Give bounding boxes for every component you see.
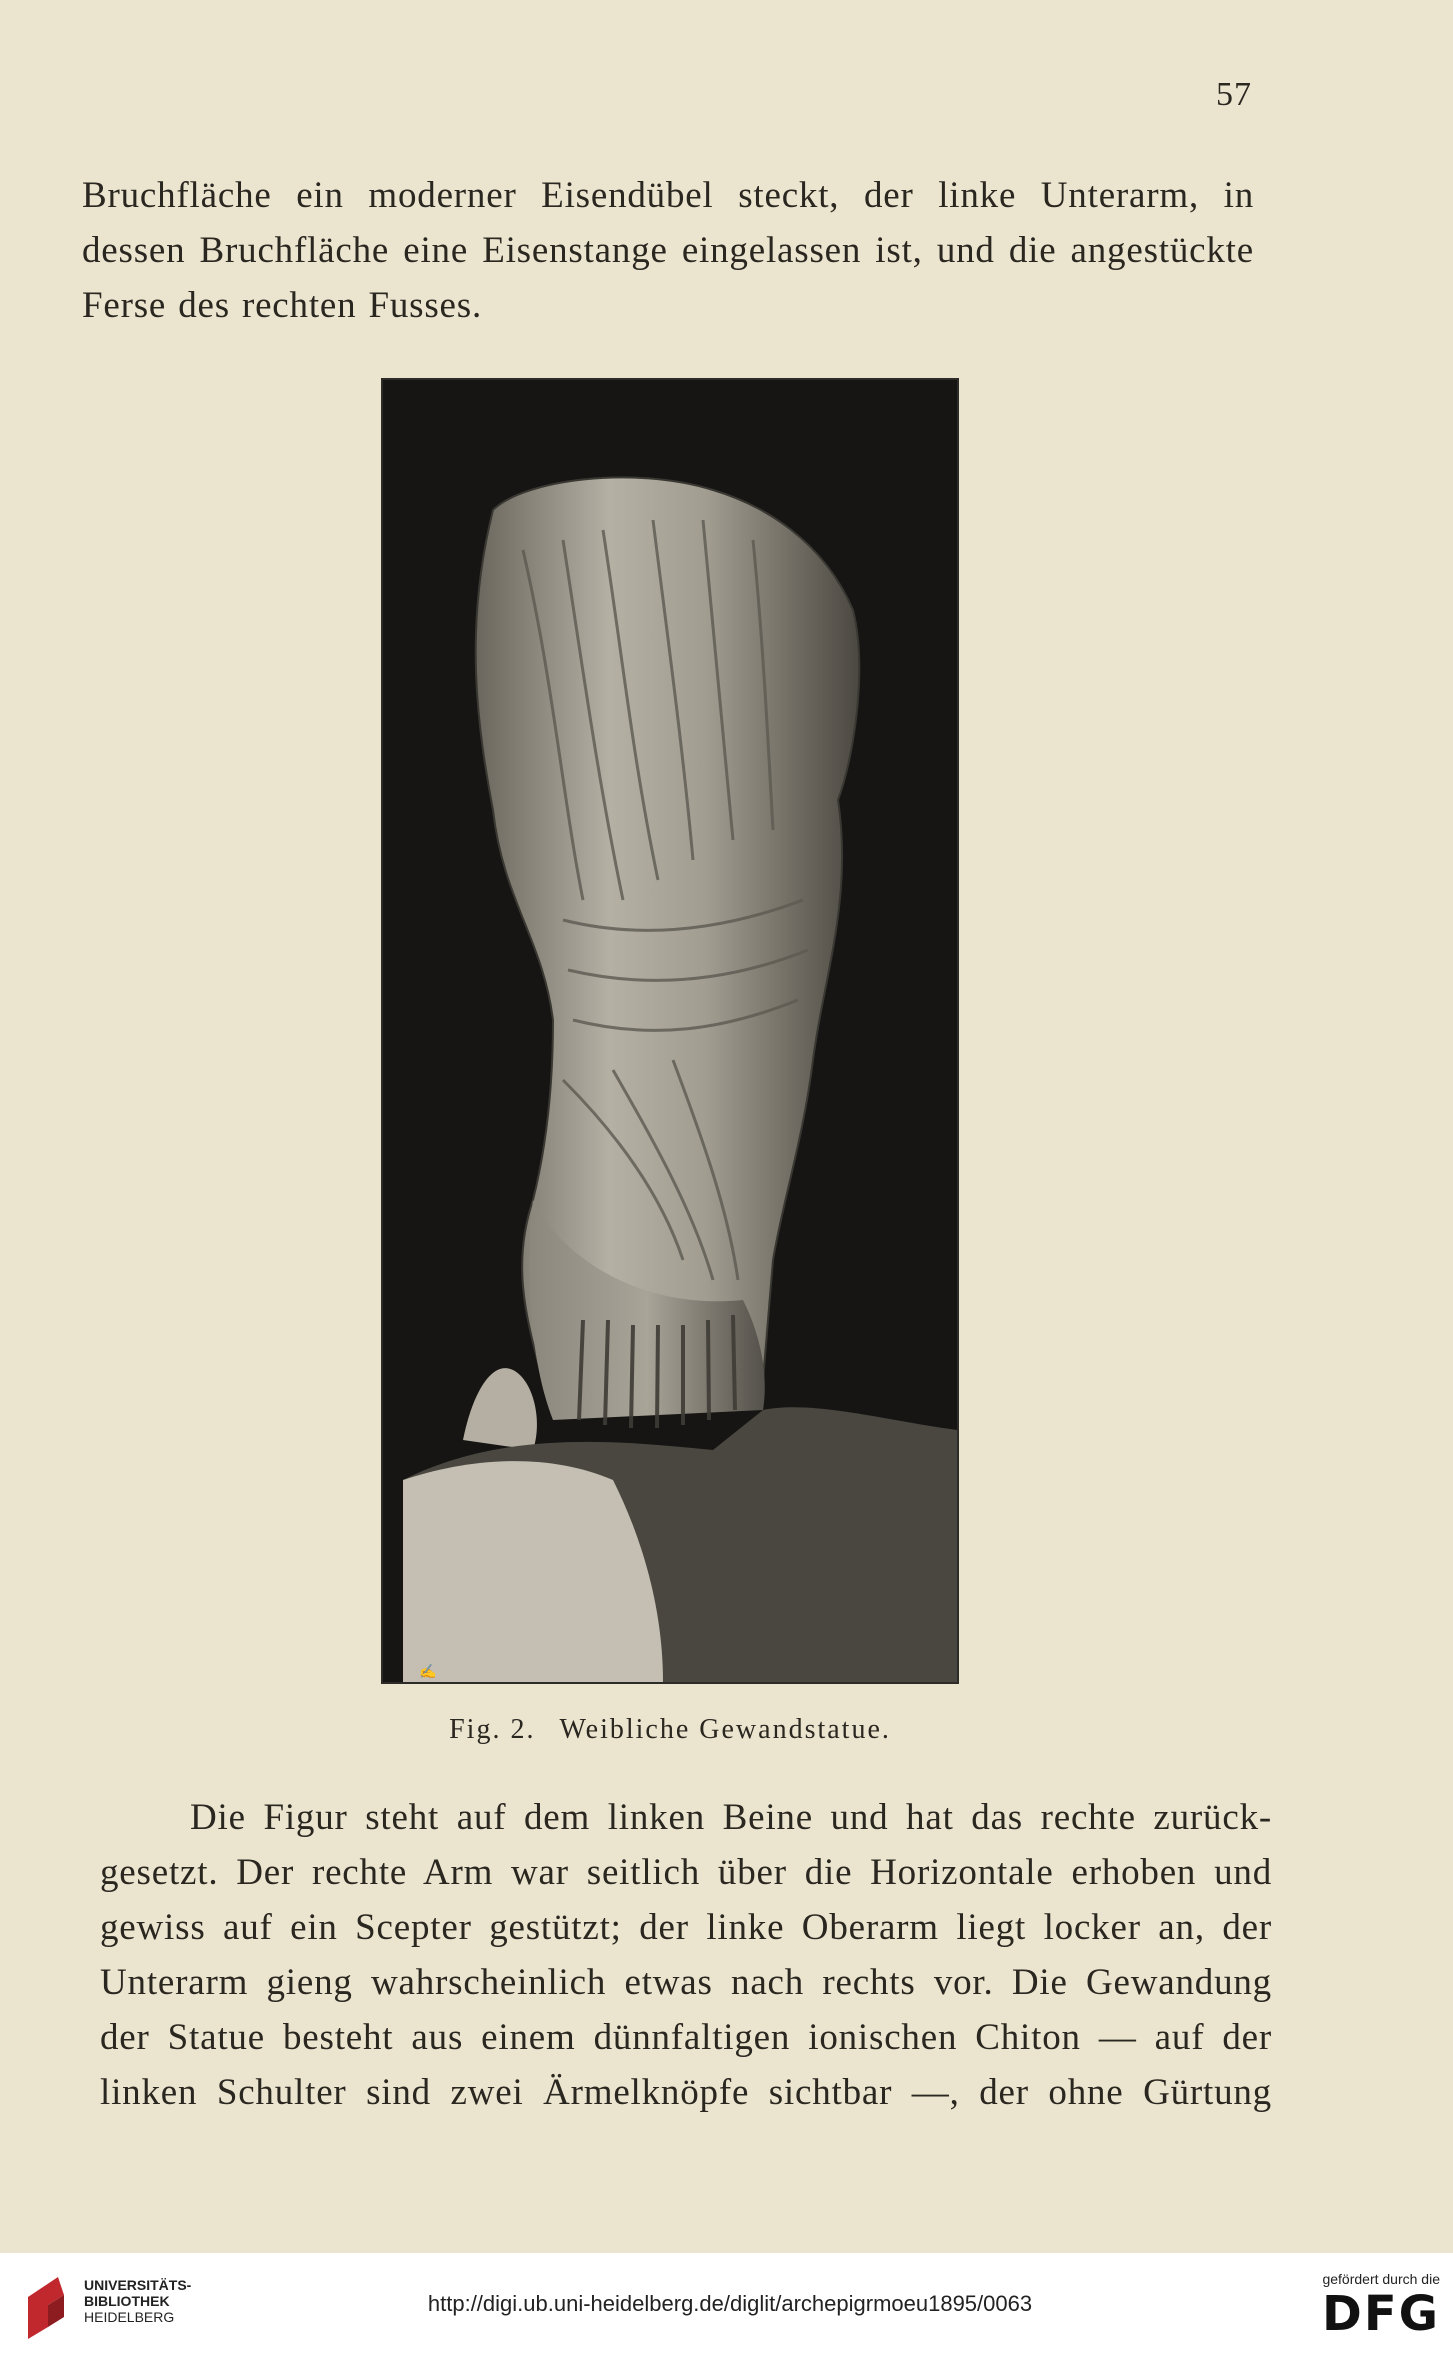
text-line: dessen Bruchfläche eine Eisenstange eingelassen ist, und die angestückte <box>82 230 1254 271</box>
text-line: der Statue besteht aus einem dünnfaltigen ionischen Chiton — auf der <box>100 2017 1272 2058</box>
funding-note: gefördert durch die <box>1322 2271 1440 2287</box>
library-name-line: UNIVERSITÄTS- <box>84 2277 192 2293</box>
paragraph-bottom <box>100 1790 1272 2120</box>
library-name-line: HEIDELBERG <box>84 2309 175 2325</box>
statue-image <box>383 380 957 1682</box>
dfg-logo: DFG <box>1321 2286 1440 2342</box>
text-line: linken Schulter sind zwei Ärmelknöpfe sichtbar —, der ohne Gürtung <box>100 2072 1272 2113</box>
figure-caption <box>383 1714 957 1746</box>
engraver-mark: ✍ <box>419 1664 437 1680</box>
page-number: 57 <box>1216 76 1252 113</box>
library-logo-icon <box>18 2273 74 2343</box>
text-line: Ferse des rechten Fusses. <box>82 285 483 326</box>
permalink-url[interactable]: http://digi.ub.uni-heidelberg.de/diglit/archepigrmoeu1895/0063 <box>427 2291 1033 2316</box>
digitization-footer <box>0 2253 1453 2355</box>
text-line: Unterarm gieng wahrscheinlich etwas nach rechts vor. Die Gewandung <box>100 1962 1272 2003</box>
library-name <box>84 2277 191 2325</box>
figure-label: Fig. 2. <box>449 1714 536 1745</box>
figure-caption-text: Weibliche Gewandstatue. <box>559 1714 891 1745</box>
text-line: Bruchfläche ein moderner Eisendübel steckt, der linke Unterarm, in <box>82 175 1254 216</box>
statue-photograph <box>383 380 957 1682</box>
paragraph-top <box>82 168 1254 333</box>
funder-block <box>1290 2271 1440 2341</box>
text-line: gewiss auf ein Scepter gestützt; der linke Oberarm liegt locker an, der <box>100 1907 1272 1948</box>
text-line: gesetzt. Der rechte Arm war seitlich über die Horizontale erhoben und <box>100 1852 1272 1893</box>
library-name-line: BIBLIOTHEK <box>84 2293 170 2309</box>
text-line: Die Figur steht auf dem linken Beine und hat das rechte zurück- <box>190 1797 1272 1838</box>
